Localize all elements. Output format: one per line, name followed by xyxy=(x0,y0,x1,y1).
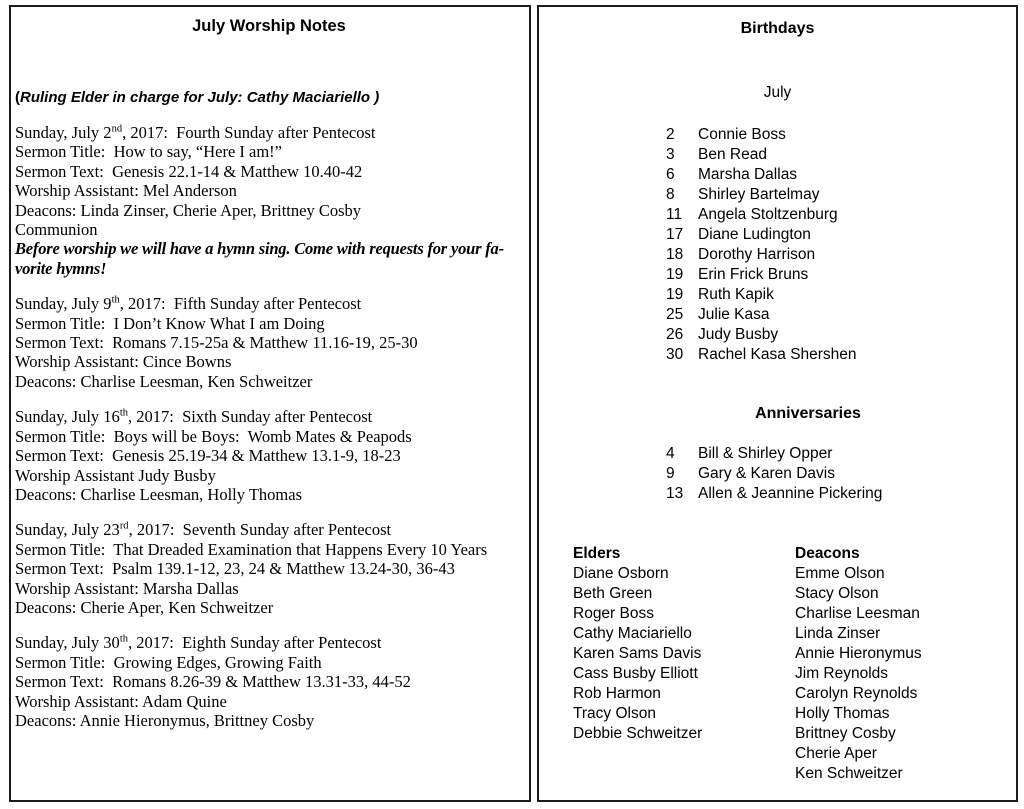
birthday-row xyxy=(539,205,1016,225)
worship-service-july-23 xyxy=(15,520,523,617)
deacon-name: Annie Hieronymus xyxy=(795,645,922,662)
ruling-elder-text: Ruling Elder in charge for July: Cathy Maciariello ) xyxy=(20,89,380,106)
birthday-row xyxy=(539,185,1016,205)
birthday-row xyxy=(539,285,1016,305)
deacon-name: Cherie Aper xyxy=(795,745,877,762)
service-date-prefix: Sunday, July 30 xyxy=(15,633,120,653)
sermon-text-line: Sermon Text: Psalm 139.1-12, 23, 24 & Matthew 13.24-30, 36-43 xyxy=(15,559,455,579)
deacon-name: Ken Schweitzer xyxy=(795,765,903,782)
birthday-name: Erin Frick Bruns xyxy=(698,266,809,283)
worship-assistant-line: Worship Assistant: Adam Quine xyxy=(15,691,227,711)
elder-name: Karen Sams Davis xyxy=(573,645,702,662)
service-date-ordinal: nd xyxy=(111,123,123,135)
worship-notes-page xyxy=(9,5,531,802)
elder-name: Tracy Olson xyxy=(573,705,656,722)
worship-assistant-line: Worship Assistant: Cince Bowns xyxy=(15,352,232,372)
service-date-prefix: Sunday, July 9 xyxy=(15,294,112,314)
birthday-name: Marsha Dallas xyxy=(698,166,798,183)
elder-name: Debbie Schweitzer xyxy=(573,725,703,742)
birthday-day: 25 xyxy=(666,306,684,323)
service-date-suffix: , 2017: Seventh Sunday after Pentecost xyxy=(128,520,392,540)
worship-service-july-30 xyxy=(15,633,523,730)
elder-name: Cass Busby Elliott xyxy=(573,665,698,682)
anniversaries-list xyxy=(539,444,1016,504)
worship-assistant-line: Worship Assistant: Mel Anderson xyxy=(15,181,237,201)
service-date-suffix: , 2017: Fifth Sunday after Pentecost xyxy=(119,294,362,314)
birthday-day: 19 xyxy=(666,286,684,303)
birthday-day: 30 xyxy=(666,346,684,363)
deacons-line: Deacons: Charlise Leesman, Ken Schweitzer xyxy=(15,371,313,391)
worship-notes-title: July Worship Notes xyxy=(192,17,346,35)
anniversary-day: 4 xyxy=(666,445,675,462)
anniversary-name: Bill & Shirley Opper xyxy=(698,445,833,462)
service-date-suffix: , 2017: Eighth Sunday after Pentecost xyxy=(127,633,382,653)
service-date-ordinal: th xyxy=(111,294,120,306)
birthday-name: Angela Stoltzenburg xyxy=(698,206,838,223)
elder-name: Roger Boss xyxy=(573,605,654,622)
service-date-ordinal: th xyxy=(119,407,128,419)
birthday-name: Connie Boss xyxy=(698,126,786,143)
anniversary-day: 9 xyxy=(666,465,675,482)
birthday-row xyxy=(539,225,1016,245)
anniversary-row xyxy=(539,484,1016,504)
deacon-name: Emme Olson xyxy=(795,565,885,582)
deacon-name: Linda Zinser xyxy=(795,625,881,642)
worship-service-july-9 xyxy=(15,294,523,391)
sermon-text-line: Sermon Text: Romans 8.26-39 & Matthew 13.31-33, 44-52 xyxy=(15,672,411,692)
deacons-line: Deacons: Annie Hieronymus, Brittney Cosby xyxy=(15,710,315,730)
deacons-line: Deacons: Linda Zinser, Cherie Aper, Brittney Cosby xyxy=(15,200,362,220)
deacons-column xyxy=(795,544,922,784)
worship-service-july-16 xyxy=(15,407,523,504)
deacon-name: Brittney Cosby xyxy=(795,725,896,742)
deacons-header: Deacons xyxy=(795,545,860,562)
birthday-row xyxy=(539,305,1016,325)
birthday-name: Julie Kasa xyxy=(698,306,770,323)
hymn-sing-note-line: Before worship we will have a hymn sing. Come with requests for your fa- xyxy=(15,239,504,259)
service-date-suffix: , 2017: Fourth Sunday after Pentecost xyxy=(122,123,376,142)
anniversary-name: Allen & Jeannine Pickering xyxy=(698,485,883,502)
ruling-elder-note xyxy=(15,88,523,107)
anniversary-row xyxy=(539,464,1016,484)
service-date-prefix: Sunday, July 2 xyxy=(15,123,112,142)
birthday-day: 6 xyxy=(666,166,675,183)
birthday-row xyxy=(539,125,1016,145)
birthday-day: 2 xyxy=(666,126,675,143)
birthday-day: 18 xyxy=(666,246,684,263)
hymn-sing-note-line: vorite hymns! xyxy=(15,258,107,278)
service-date-line xyxy=(15,520,523,539)
birthday-row xyxy=(539,165,1016,185)
birthday-row xyxy=(539,265,1016,285)
birthday-name: Ben Read xyxy=(698,146,767,163)
birthday-row xyxy=(539,145,1016,165)
birthday-day: 26 xyxy=(666,326,684,343)
service-date-ordinal: rd xyxy=(119,520,129,532)
anniversary-day: 13 xyxy=(666,485,684,502)
anniversary-name: Gary & Karen Davis xyxy=(698,465,835,482)
sermon-title-line: Sermon Title: Boys will be Boys: Womb Mates & Peapods xyxy=(15,426,412,446)
elder-name: Beth Green xyxy=(573,585,653,602)
service-date-prefix: Sunday, July 16 xyxy=(15,407,120,427)
deacon-name: Carolyn Reynolds xyxy=(795,685,918,702)
sermon-title-line: Sermon Title: I Don’t Know What I am Doing xyxy=(15,313,325,333)
communion-line: Communion xyxy=(15,220,98,240)
deacon-name: Charlise Leesman xyxy=(795,605,920,622)
deacon-name: Jim Reynolds xyxy=(795,665,889,682)
sermon-text-line: Sermon Text: Romans 7.15-25a & Matthew 11.16-19, 25-30 xyxy=(15,333,418,353)
deacons-line: Deacons: Charlise Leesman, Holly Thomas xyxy=(15,484,303,504)
birthdays-title: Birthdays xyxy=(740,20,815,37)
sermon-title-line: Sermon Title: Growing Edges, Growing Faith xyxy=(15,652,322,672)
ruling-elder-open-paren: ( xyxy=(15,89,20,106)
worship-service-july-2 xyxy=(15,123,523,278)
birthday-day: 8 xyxy=(666,186,675,203)
worship-assistant-line: Worship Assistant Judy Busby xyxy=(15,465,216,485)
birthday-name: Ruth Kapik xyxy=(698,286,774,303)
birthday-day: 19 xyxy=(666,266,684,283)
birthday-row xyxy=(539,325,1016,345)
elder-name: Cathy Maciariello xyxy=(573,625,692,642)
birthdays-list xyxy=(539,125,1016,365)
birthday-row xyxy=(539,245,1016,265)
birthday-row xyxy=(539,345,1016,365)
worship-assistant-line: Worship Assistant: Marsha Dallas xyxy=(15,578,239,598)
elders-header: Elders xyxy=(573,545,621,562)
service-date-ordinal: th xyxy=(119,633,128,645)
deacons-line: Deacons: Cherie Aper, Ken Schweitzer xyxy=(15,597,274,617)
birthday-name: Diane Ludington xyxy=(698,226,811,243)
birthdays-page xyxy=(537,5,1018,802)
elder-name: Rob Harmon xyxy=(573,685,661,702)
birthday-name: Dorothy Harrison xyxy=(698,246,816,263)
birthday-name: Rachel Kasa Shershen xyxy=(698,346,857,363)
birthday-day: 17 xyxy=(666,226,684,243)
sermon-title-line: Sermon Title: How to say, “Here I am!” xyxy=(15,142,283,162)
sermon-title-line: Sermon Title: That Dreaded Examination that Happens Every 10 Years xyxy=(15,539,488,559)
birthdays-month-label: July xyxy=(763,84,792,101)
officers-section xyxy=(539,544,1016,784)
service-date-line xyxy=(15,407,523,426)
birthday-day: 11 xyxy=(666,206,683,223)
birthday-day: 3 xyxy=(666,146,675,163)
sermon-text-line: Sermon Text: Genesis 22.1-14 & Matthew 10.40-42 xyxy=(15,161,363,181)
service-date-line xyxy=(15,123,523,142)
elders-column xyxy=(573,544,795,784)
deacon-name: Holly Thomas xyxy=(795,705,890,722)
anniversaries-title: Anniversaries xyxy=(755,405,861,422)
elder-name: Diane Osborn xyxy=(573,565,669,582)
deacon-name: Stacy Olson xyxy=(795,585,879,602)
service-date-prefix: Sunday, July 23 xyxy=(15,520,120,540)
sermon-text-line: Sermon Text: Genesis 25.19-34 & Matthew 13.1-9, 18-23 xyxy=(15,446,401,466)
service-date-line xyxy=(15,633,523,652)
birthday-name: Shirley Bartelmay xyxy=(698,186,820,203)
service-date-line xyxy=(15,294,523,313)
birthday-name: Judy Busby xyxy=(698,326,779,343)
anniversary-row xyxy=(539,444,1016,464)
service-date-suffix: , 2017: Sixth Sunday after Pentecost xyxy=(127,407,373,427)
